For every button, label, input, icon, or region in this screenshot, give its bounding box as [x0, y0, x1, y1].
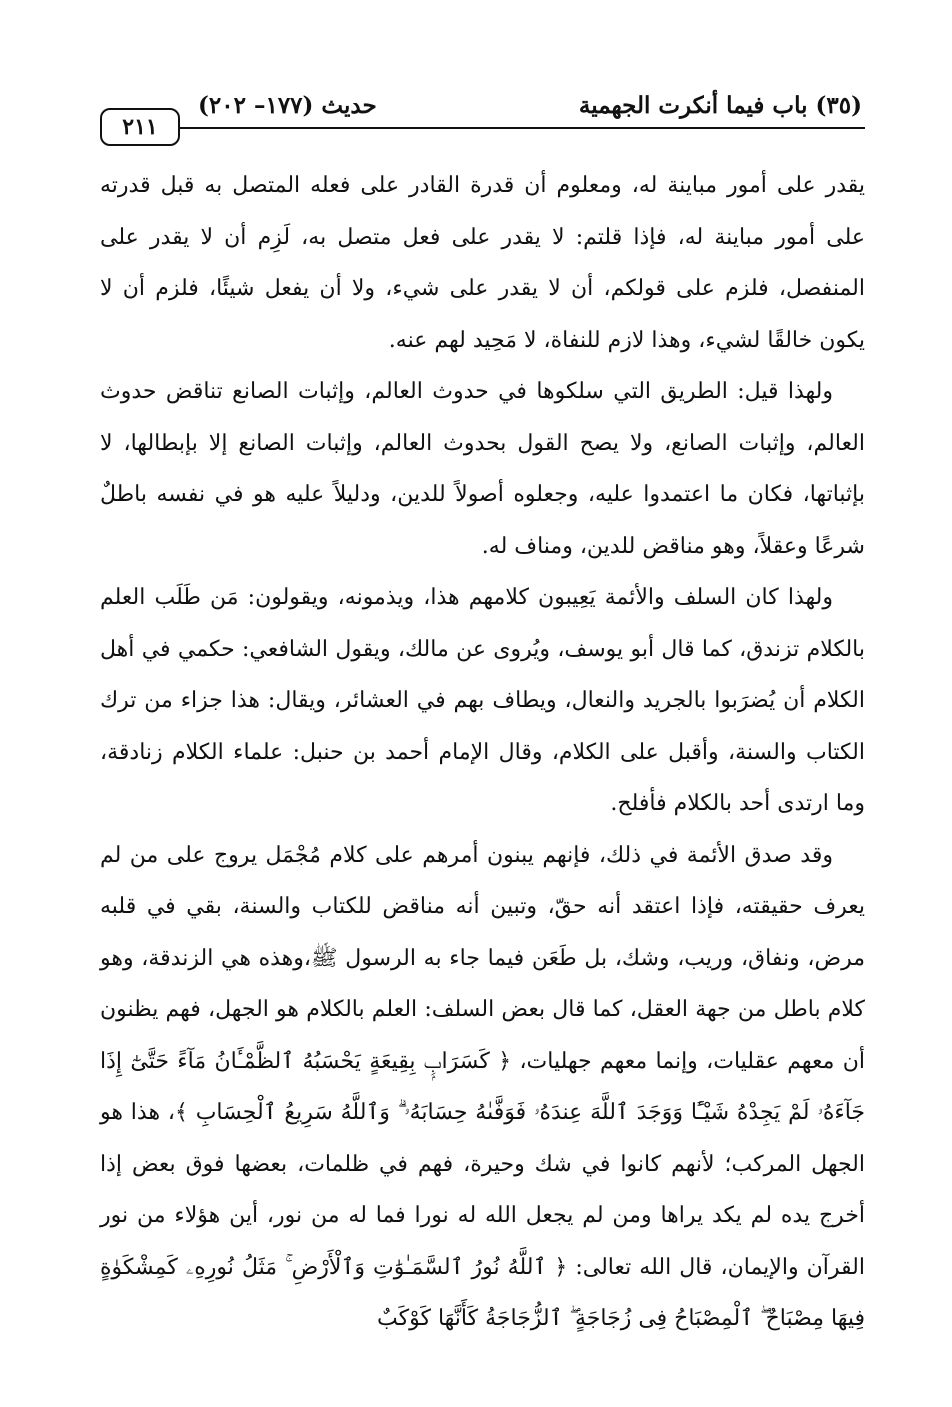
chapter-title: (٣٥) باب فيما أنكرت الجهمية	[578, 92, 862, 119]
header-rule	[100, 127, 865, 129]
body-text	[100, 160, 865, 1345]
paragraph-4: وقد صدق الأئمة في ذلك، فإنهم يبنون أمرهم على كلام مُجْمَل يروج على من لم يعرف حقيقته، فإذا اعتقد أنه حقّ، وتبين أنه مناقض للكتاب والسنة، بقي في قلبه مرض، ونفاق، وريب، وشك، بل طَعَن فيما جاء به الرسول ﷺ،وهذه هي الزندقة، وهو كلام باطل من جهة العقل، كما قال بعض السلف: العلم بالكلام هو الجهل، فهم يظنون أن معهم عقليات، وإنما معهم جهليات، ﴿ كَسَرَابِۭ بِقِيعَةٍ يَحْسَبُهُ ٱلظَّمْـَٔانُ مَآءً حَتَّىٰٓ إِذَا جَآءَهُۥ لَمْ يَجِدْهُ شَيْـًٔا وَوَجَدَ ٱللَّهَ عِندَهُۥ فَوَفَّىٰهُ حِسَابَهُۥ ۗ وَٱللَّهُ سَرِيعُ ٱلْحِسَابِ ﴾، هذا هو الجهل المركب؛ لأنهم كانوا في شك وحيرة، فهم في ظلمات، بعضها فوق بعض إذا أخرج يده لم يكد يراها ومن لم يجعل الله له نورا فما له من نور، أين هؤلاء من نور القرآن والإيمان، قال الله تعالى: ﴿ ٱللَّهُ نُورُ ٱلسَّمَـٰوَٰتِ وَٱلْأَرْضِ ۚ مَثَلُ نُورِهِۦ كَمِشْكَوٰةٍ فِيهَا مِصْبَاحٌ ۖ ٱلْمِصْبَاحُ فِى زُجَاجَةٍ ۖ ٱلزُّجَاجَةُ كَأَنَّهَا كَوْكَبٌ	[100, 842, 865, 1331]
paragraph-3: ولهذا كان السلف والأئمة يَعِيبون كلامهم هذا، ويذمونه، ويقولون: مَن طَلَب العلم بالكلام تزندق، كما قال أبو يوسف، ويُروى عن مالك، ويقول الشافعي: حكمي في أهل الكلام أن يُضرَبوا بالجريد والنعال، ويطاف بهم في العشائر، ويقال: هذا جزاء من ترك الكتاب والسنة، وأقبل على الكلام، وقال الإمام أحمد بن حنبل: علماء الكلام زنادقة، وما ارتدى أحد بالكلام فأفلح.	[100, 585, 865, 816]
paragraph-1: يقدر على أمور مباينة له، ومعلوم أن قدرة القادر على فعله المتصل به قبل قدرته على أمور مباينة له، فإذا قلتم: لا يقدر على فعل متصل به، لَزِم أن لا يقدر على المنفصل، فلزم على قولكم، أن لا يقدر على شيء، ولا أن يفعل شيئًا، فلزم أن لا يكون خالقًا لشيء، وهذا لازم للنفاة، لا مَحِيد لهم عنه.	[100, 173, 865, 353]
hadith-range: حديث (١٧٧– ٢٠٢)	[198, 92, 377, 119]
paragraph-2: ولهذا قيل: الطريق التي سلكوها في حدوث العالم، وإثبات الصانع تناقض حدوث العالم، وإثبات الصانع، ولا يصح القول بحدوث العالم، وإثبات الصانع إلا بإبطالها، لا بإثباتها، فكان ما اعتمدوا عليه، وجعلوه أصولاً للدين، ودليلاً عليه هو في نفسه باطلٌ شرعًا وعقلاً، وهو مناقض للدين، ومناف له.	[100, 379, 865, 559]
page-number: ٢١١	[100, 108, 180, 146]
